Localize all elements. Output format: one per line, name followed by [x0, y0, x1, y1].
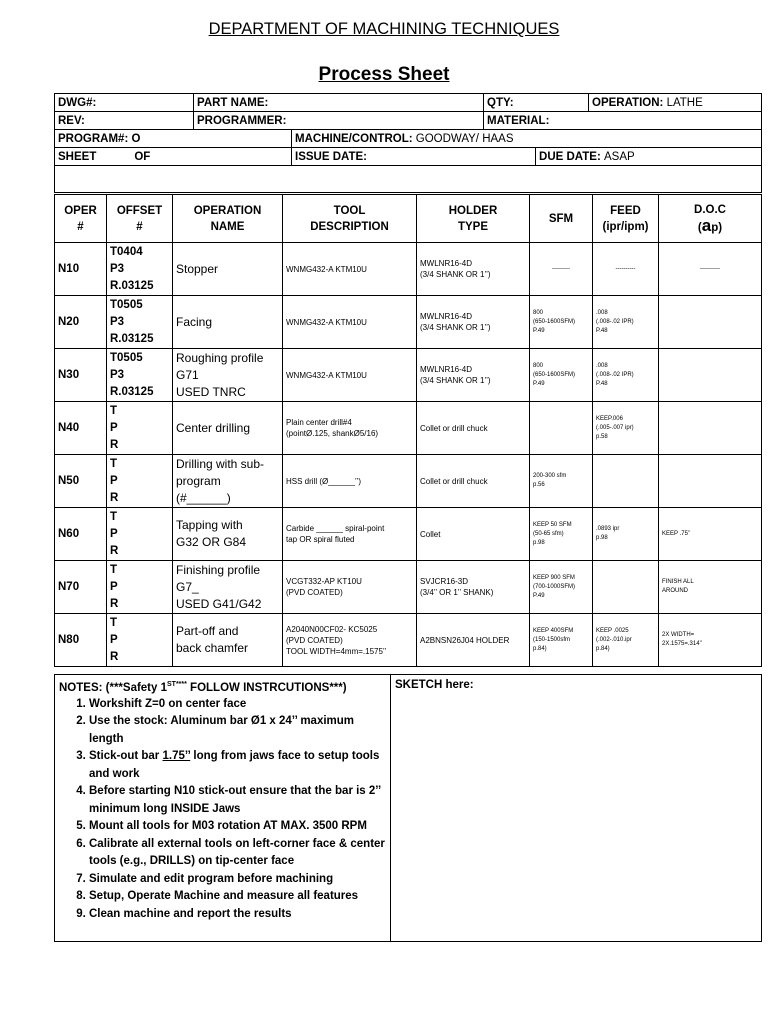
table-row	[55, 349, 762, 402]
holder-type-cell-line: SVJCR16-3D	[420, 577, 469, 586]
feed-cell[interactable]	[593, 455, 659, 508]
doc-cell[interactable]	[659, 296, 762, 349]
feed-cell[interactable]	[593, 243, 659, 296]
operation-name-cell[interactable]	[173, 243, 283, 296]
feed-cell-line: p.58	[596, 433, 608, 440]
doc-cell[interactable]	[659, 614, 762, 667]
offset-cell-line: T0505	[110, 298, 143, 311]
operation-name-cell[interactable]	[173, 508, 283, 561]
note-item: 1. Workshift Z=0 on center face	[89, 696, 386, 714]
table-row	[55, 614, 762, 667]
offset-cell-line: R	[110, 650, 119, 663]
tool-description-cell-line: VCGT332-AP KT10U	[286, 577, 362, 586]
holder-type-cell-line: A2BNSN26J04 HOLDER	[420, 635, 510, 645]
feed-cell-line: .008	[596, 309, 608, 316]
col-sfm: SFM	[530, 195, 593, 243]
oper-cell[interactable]: N60	[55, 508, 107, 561]
holder-type-cell[interactable]	[417, 561, 530, 614]
sfm-cell-line: (150-1500sfm	[533, 636, 571, 643]
feed-cell-line: (.005-.007 ipr)	[596, 424, 634, 431]
offset-cell-line: T	[110, 563, 118, 576]
tool-description-cell-line: WNMG432-A KTM10U	[286, 370, 367, 380]
notes-heading: NOTES: (***Safety $1^{ST****}$ FOLLOW INSTRCUTIONS***)	[59, 681, 347, 694]
note-item: 3. Stick-out bar 1.75’’ long from jaws face to setup tools and work	[89, 748, 386, 783]
col-tool-description: TOOL DESCRIPTION	[283, 195, 417, 243]
dwg-field[interactable]: DWG#:	[55, 94, 194, 112]
offset-cell-line: P3	[110, 368, 125, 381]
offset-cell[interactable]	[107, 614, 173, 667]
table-row	[55, 402, 762, 455]
offset-cell-line: P	[110, 474, 118, 487]
note-item: 2. Use the stock: Aluminum bar Ø1 x 24’’ maximum length	[89, 713, 386, 748]
sfm-cell[interactable]	[530, 561, 593, 614]
holder-type-cell[interactable]	[417, 349, 530, 402]
offset-cell-line: R	[110, 544, 119, 557]
holder-type-cell-line: (3/4 SHANK OR 1’’)	[420, 323, 491, 332]
sfm-cell-line: p.56	[533, 482, 545, 488]
doc-cell-line: 2X WIDTH=	[662, 632, 695, 638]
holder-type-cell[interactable]	[417, 243, 530, 296]
doc-cell-line: ----------	[700, 265, 720, 272]
due-date-value: ASAP	[603, 150, 635, 163]
operation-name-cell-line: G7_	[176, 579, 199, 594]
doc-cell[interactable]	[659, 508, 762, 561]
col-offset: OFFSET #	[107, 195, 173, 243]
operation-name-cell-line: program	[176, 473, 221, 488]
oper-cell[interactable]: N70	[55, 561, 107, 614]
oper-cell[interactable]: N40	[55, 402, 107, 455]
operation-name-cell[interactable]	[173, 455, 283, 508]
sfm-cell-line: 200-300 sfm	[533, 473, 567, 479]
sfm-cell-line: p.84)	[533, 645, 547, 652]
holder-type-cell-line: MWLNR16-4D	[420, 365, 473, 374]
feed-cell[interactable]	[593, 402, 659, 455]
offset-cell[interactable]	[107, 455, 173, 508]
holder-type-cell-line: Collet or drill chuck	[420, 423, 488, 433]
tool-description-cell[interactable]	[283, 455, 417, 508]
doc-cell-line: 2X.1575=.314’’	[662, 641, 703, 647]
qty-field[interactable]: QTY:	[484, 94, 589, 112]
offset-cell[interactable]	[107, 349, 173, 402]
sfm-cell[interactable]	[530, 243, 593, 296]
sfm-cell[interactable]	[530, 508, 593, 561]
col-feed: FEED (ipr/ipm)	[593, 195, 659, 243]
tool-description-cell-line: (PVD COATED)	[286, 588, 343, 597]
table-row	[55, 296, 762, 349]
tool-description-cell[interactable]	[283, 243, 417, 296]
notes-sketch-table	[54, 674, 762, 942]
tool-description-cell-line: tap OR spiral fluted	[286, 535, 355, 544]
operation-name-cell-line: Center drilling	[176, 420, 251, 435]
sfm-cell-line: (50-65 sfm)	[533, 530, 564, 537]
tool-description-cell-line: (pointØ.125, shankØ5/16)	[286, 429, 379, 438]
sfm-cell-line: P.49	[533, 327, 545, 334]
sfm-cell-line: (650-1600SFM)	[533, 318, 576, 325]
holder-type-cell-line: Collet	[420, 529, 441, 539]
offset-cell-line: P	[110, 527, 118, 540]
sfm-cell[interactable]	[530, 614, 593, 667]
doc-cell[interactable]	[659, 561, 762, 614]
sfm-cell-line: P.49	[533, 380, 545, 387]
tool-description-cell[interactable]	[283, 402, 417, 455]
sfm-cell-line: (700-1000SFM)	[533, 583, 576, 590]
holder-type-cell[interactable]	[417, 614, 530, 667]
sfm-cell[interactable]	[530, 349, 593, 402]
operation-value: LATHE	[666, 96, 703, 109]
offset-cell-line: T	[110, 457, 118, 470]
tool-description-cell-line: WNMG432-A KTM10U	[286, 317, 367, 327]
table-row	[55, 455, 762, 508]
doc-cell-line: KEEP .75’’	[662, 530, 691, 537]
feed-cell-line: KEEP.006	[596, 415, 623, 422]
operations-table	[54, 194, 762, 667]
table-row	[55, 561, 762, 614]
blank-row	[55, 166, 762, 193]
sfm-cell-line: ---------	[552, 265, 570, 272]
operation-name-cell-line: Facing	[176, 314, 213, 329]
oper-cell[interactable]: N80	[55, 614, 107, 667]
offset-cell-line: T0505	[110, 351, 143, 364]
note-item: 6. Calibrate all external tools on left-corner face & center tools (e.g., DRILLS) on tip-center face	[89, 836, 386, 871]
offset-cell-line: R	[110, 491, 119, 504]
offset-cell-line: R	[110, 597, 119, 610]
sketch-heading: SKETCH here:	[395, 679, 474, 691]
offset-cell-line: P	[110, 633, 118, 646]
notes-panel	[55, 675, 391, 942]
material-field[interactable]: MATERIAL:	[484, 112, 762, 130]
offset-cell[interactable]	[107, 243, 173, 296]
feed-cell-line: (.008-.02 IPR)	[596, 318, 634, 325]
operation-name-cell-line: Stopper	[176, 261, 219, 276]
note-item: 5. Mount all tools for M03 rotation AT MAX. 3500 RPM	[89, 818, 386, 836]
note-item: 9. Clean machine and report the results	[89, 906, 386, 924]
note-item: 4. Before starting N10 stick-out ensure that the bar is 2’’ minimum long INSIDE Jaws	[89, 783, 386, 818]
page-title: Process Sheet	[318, 64, 450, 85]
sheet-label: SHEET	[58, 150, 97, 163]
of-label: OF	[134, 150, 151, 163]
tool-description-cell-line: HSS drill (Ø______’’)	[286, 476, 361, 486]
offset-cell-line: R.03125	[110, 279, 154, 292]
offset-cell-line: T	[110, 404, 118, 417]
feed-cell[interactable]	[593, 614, 659, 667]
sfm-cell-line: 800	[533, 362, 544, 369]
holder-type-cell[interactable]	[417, 296, 530, 349]
doc-cell[interactable]	[659, 243, 762, 296]
machine-field[interactable]	[292, 130, 762, 148]
tool-description-cell-line: Carbide ______ spiral-point	[286, 524, 385, 533]
feed-cell[interactable]	[593, 561, 659, 614]
feed-cell-line: .008	[596, 362, 608, 369]
holder-type-cell-line: MWLNR16-4D	[420, 312, 473, 321]
feed-cell[interactable]	[593, 296, 659, 349]
sketch-panel[interactable]	[391, 675, 762, 942]
operation-name-cell[interactable]	[173, 349, 283, 402]
notes-list	[59, 696, 386, 924]
tool-description-cell-line: A2040N00CF02- KC5025	[286, 624, 378, 634]
col-oper: OPER #	[55, 195, 107, 243]
rev-field[interactable]: REV:	[55, 112, 194, 130]
operation-name-cell-line: Roughing profile	[176, 350, 264, 365]
feed-cell[interactable]	[593, 349, 659, 402]
col-operation-name: OPERATION NAME	[173, 195, 283, 243]
offset-cell-line: R	[110, 438, 119, 451]
note-item: 7. Simulate and edit program before machining	[89, 871, 386, 889]
offset-cell-line: P	[110, 421, 118, 434]
due-date-label: DUE DATE:	[539, 150, 601, 163]
offset-cell-line: T	[110, 616, 118, 629]
department-heading: DEPARTMENT OF MACHINING TECHNIQUES	[208, 20, 560, 38]
offset-cell[interactable]	[107, 508, 173, 561]
feed-cell-line: p.98	[596, 535, 608, 541]
doc-cell[interactable]	[659, 402, 762, 455]
offset-cell[interactable]	[107, 561, 173, 614]
machine-value: GOODWAY/ HAAS	[415, 132, 514, 145]
sfm-cell-line: P.49	[533, 592, 545, 599]
table-row	[55, 508, 762, 561]
feed-cell-line: (.008-.02 IPR)	[596, 371, 634, 378]
offset-cell-line: T	[110, 510, 118, 523]
sfm-cell-line: 800	[533, 309, 544, 316]
oper-cell[interactable]: N20	[55, 296, 107, 349]
feed-cell-line: (.002-.010.ipr	[596, 636, 632, 643]
offset-cell-line: P	[110, 580, 118, 593]
tool-description-cell[interactable]	[283, 561, 417, 614]
offset-cell-line: P3	[110, 315, 125, 328]
operation-field[interactable]	[589, 94, 762, 112]
sfm-cell-line: KEEP 900 SFM	[533, 574, 575, 581]
offset-cell-line: R.03125	[110, 332, 154, 345]
offset-cell-line: R.03125	[110, 385, 154, 398]
holder-type-cell[interactable]	[417, 508, 530, 561]
offset-cell[interactable]	[107, 402, 173, 455]
holder-type-cell[interactable]	[417, 455, 530, 508]
sfm-cell-line: p.98	[533, 539, 545, 546]
operation-name-cell-line: (#______)	[176, 490, 231, 505]
feed-cell-line: ----------	[615, 265, 636, 272]
offset-cell-line: T0404	[110, 245, 143, 258]
part-name-field[interactable]: PART NAME:	[194, 94, 484, 112]
feed-cell-line: p.84)	[596, 645, 610, 652]
sfm-cell[interactable]	[530, 455, 593, 508]
offset-cell-line: P3	[110, 262, 125, 275]
info-table	[54, 93, 762, 193]
operation-name-cell-line: Drilling with sub-	[176, 456, 265, 471]
oper-cell[interactable]: N10	[55, 243, 107, 296]
tool-description-cell[interactable]	[283, 508, 417, 561]
feed-cell-line: P.48	[596, 380, 608, 387]
tool-description-cell-line: TOOL WIDTH=4mm=.1575’’	[286, 646, 387, 656]
operation-name-cell[interactable]	[173, 296, 283, 349]
doc-cell-line: AROUND	[662, 588, 689, 594]
operation-name-cell-line: Tapping with	[176, 518, 243, 532]
note-item: 8. Setup, Operate Machine and measure all features	[89, 888, 386, 906]
operation-name-cell-line: back chamfer	[176, 641, 249, 655]
oper-cell[interactable]: N30	[55, 349, 107, 402]
tool-description-cell[interactable]	[283, 349, 417, 402]
operation-name-cell-line: G71	[176, 367, 199, 382]
feed-cell-line: KEEP .0025	[596, 627, 629, 634]
offset-cell[interactable]	[107, 296, 173, 349]
sfm-cell-line: KEEP 400SFM	[533, 627, 574, 634]
operation-name-cell-line: G32 OR G84	[176, 535, 247, 549]
doc-cell[interactable]	[659, 455, 762, 508]
sfm-cell[interactable]	[530, 296, 593, 349]
doc-cell-line: FINISH ALL	[662, 579, 694, 585]
machine-label: MACHINE/CONTROL:	[295, 132, 413, 145]
col-holder-type: HOLDER TYPE	[417, 195, 530, 243]
feed-cell[interactable]	[593, 508, 659, 561]
operation-name-cell[interactable]	[173, 402, 283, 455]
oper-cell[interactable]: N50	[55, 455, 107, 508]
holder-type-cell[interactable]	[417, 402, 530, 455]
tool-description-cell-line: WNMG432-A KTM10U	[286, 264, 367, 274]
column-header-row	[55, 195, 762, 243]
operation-name-cell[interactable]	[173, 561, 283, 614]
programmer-field[interactable]: PROGRAMMER:	[194, 112, 484, 130]
holder-type-cell-line: (3/4 SHANK OR 1’’)	[420, 376, 491, 385]
holder-type-cell-line: Collet or drill chuck	[420, 476, 488, 486]
due-date-field[interactable]	[536, 148, 762, 166]
doc-cell[interactable]	[659, 349, 762, 402]
tool-description-cell[interactable]	[283, 614, 417, 667]
program-field[interactable]: PROGRAM#: O	[55, 130, 292, 148]
sfm-cell-line: KEEP 50 SFM	[533, 521, 572, 528]
feed-cell-line: .0893 ipr	[596, 526, 620, 532]
tool-description-cell-line: (PVD COATED)	[286, 635, 343, 645]
tool-description-cell[interactable]	[283, 296, 417, 349]
operation-name-cell-line: USED G41/G42	[176, 596, 262, 611]
feed-cell-line: P.48	[596, 327, 608, 334]
sfm-cell-line: (650-1600SFM)	[533, 371, 576, 378]
sheet-field[interactable]	[55, 148, 292, 166]
issue-date-field[interactable]: ISSUE DATE:	[292, 148, 536, 166]
col-doc: D.O.C (ap)	[659, 195, 762, 243]
holder-type-cell-line: MWLNR16-4D	[420, 259, 473, 268]
operation-name-cell-line: USED TNRC	[176, 384, 246, 399]
operation-name-cell-line: Finishing profile	[176, 562, 261, 577]
holder-type-cell-line: (3/4 SHANK OR 1’’)	[420, 270, 491, 279]
operation-name-cell-line: Part-off and	[176, 624, 239, 638]
holder-type-cell-line: (3/4’’ OR 1’’ SHANK)	[420, 588, 494, 597]
operation-label: OPERATION:	[592, 96, 664, 109]
operation-name-cell[interactable]	[173, 614, 283, 667]
tool-description-cell-line: Plain center drill#4	[286, 418, 352, 427]
table-row	[55, 243, 762, 296]
sfm-cell[interactable]	[530, 402, 593, 455]
